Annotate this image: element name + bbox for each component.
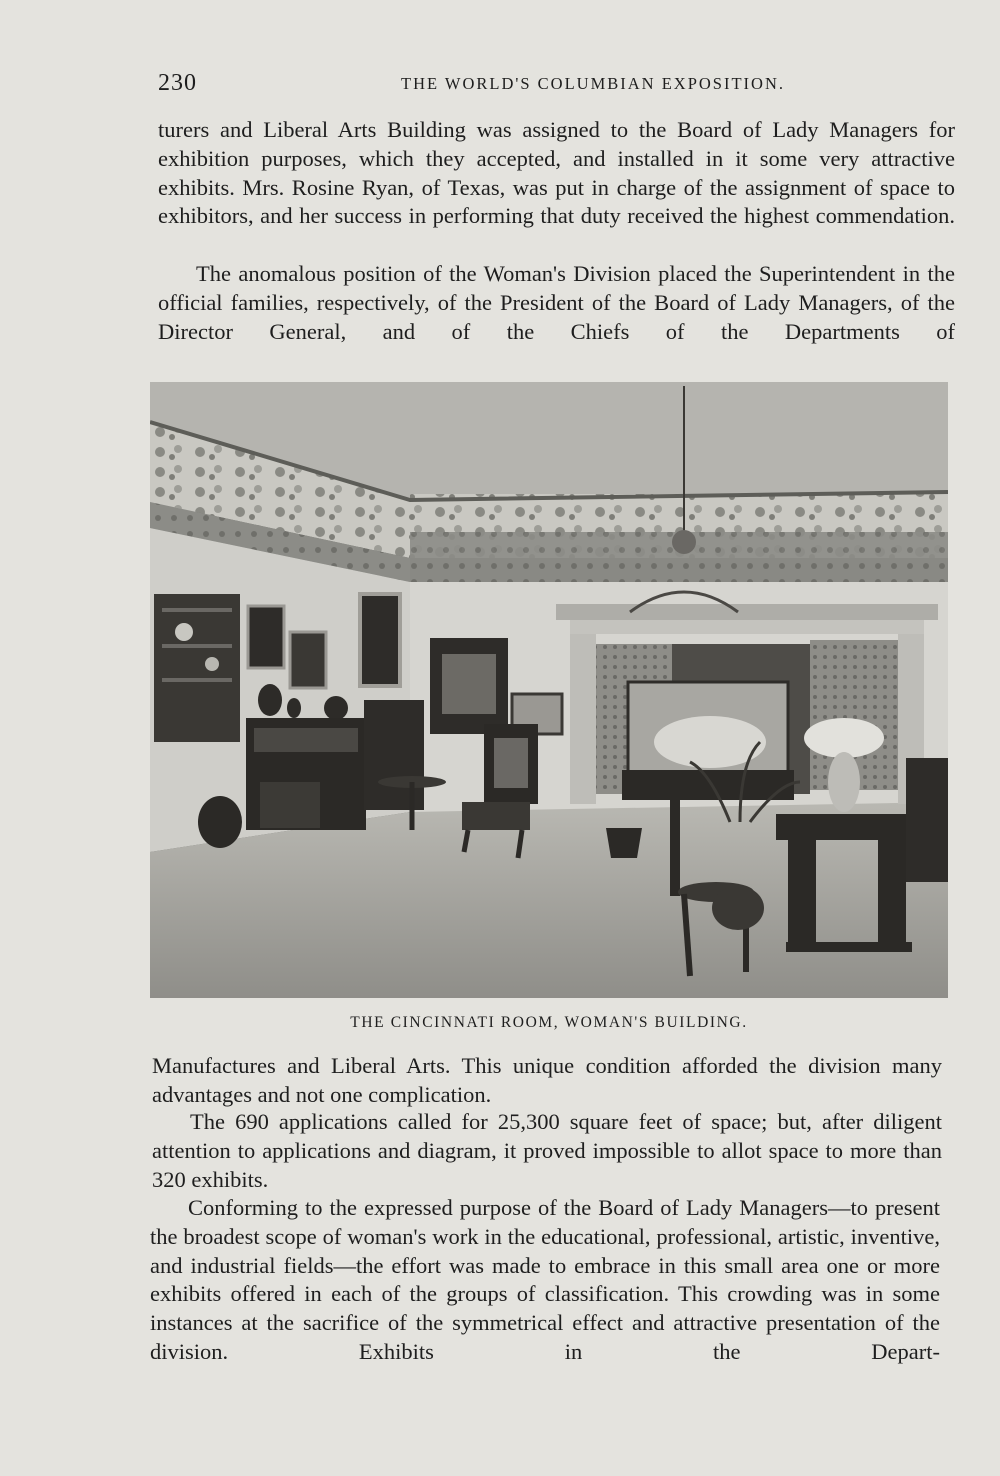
paragraph-2: The anomalous position of the Woman's Division placed the Superintendent in the official families, respectively, of the President of the Board of Lady Managers, of the Director General, and of the Chiefs of the Departments of [158, 261, 955, 344]
running-title: THE WORLD'S COLUMBIAN EXPOSITION. [401, 74, 785, 93]
page-header [158, 70, 958, 100]
paragraph-4: The 690 applications called for 25,300 square feet of space; but, after diligent attention to applications and diagram, it proved impossible to allot space to more than 320 exhibits. [152, 1109, 942, 1192]
paragraph-5: Conforming to the expressed purpose of the Board of Lady Managers—to present the broadest scope of woman's work in the educational, professional, artistic, inventive, and industrial fields—the effort was made to embrace in this small area one or more exhibits offered in each of the groups of classification. This crowding was in some instances at the sacrifice of the symmetrical effect and attractive presentation of the division. Exhibits in the Depart- [150, 1195, 940, 1364]
figure-caption: THE CINCINNATI ROOM, WOMAN'S BUILDING. [350, 1014, 748, 1031]
paragraph-3: Manufactures and Liberal Arts. This unique condition afforded the division many advantages and not one complication. [152, 1053, 942, 1107]
page-number: 230 [158, 70, 197, 96]
photograph-illustration [150, 382, 948, 998]
paragraph-1: turers and Liberal Arts Building was assigned to the Board of Lady Managers for exhibition purposes, which they accepted, and installed in it some very attractive exhibits. Mrs. Rosine Ryan, of Texas, was put in charge of the assignment of space to exhibitors, and her success in performing that duty received the highest commendation. [158, 117, 955, 229]
photograph-cincinnati-room [150, 382, 948, 998]
